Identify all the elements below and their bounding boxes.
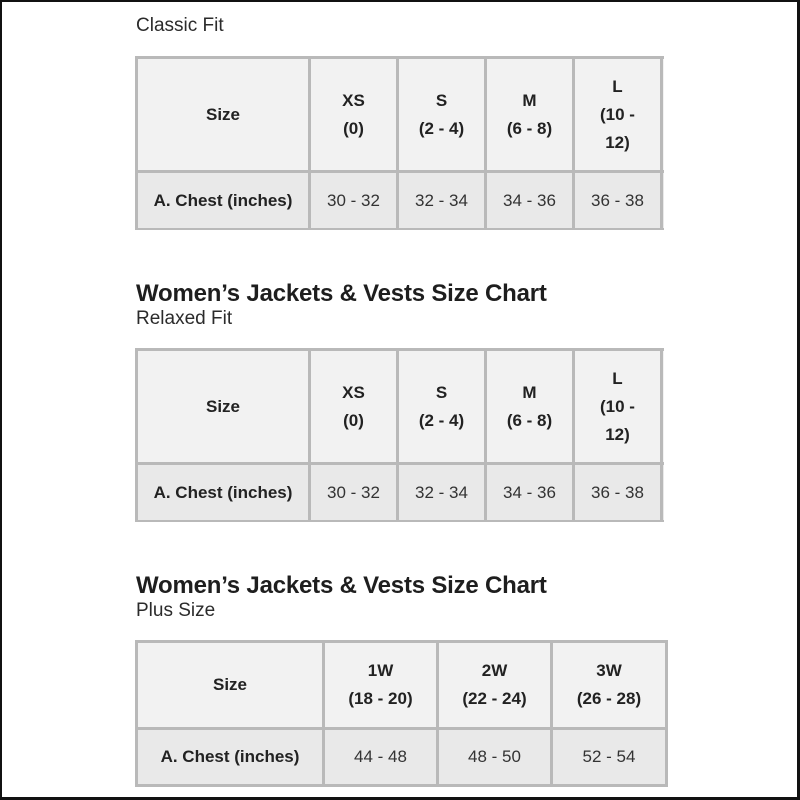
size-range: (0) [343,410,364,430]
table-row [137,729,667,786]
size-range: (0) [343,118,364,138]
section-subtitle-classic-fit: Classic Fit [136,15,224,36]
header-cell-m [486,350,574,464]
header-size-label: Size [137,350,310,464]
header-cell-2w [438,642,552,729]
size-range: (10 - [600,104,635,124]
header-cell-l [574,58,662,172]
size-range: (22 - 24) [462,689,527,708]
size-code: 2W [481,661,508,680]
value-cell: 30 - 32 [310,172,398,230]
value-cell: 48 - 50 [438,729,552,786]
section-subtitle-plus-size: Plus Size [136,600,216,621]
value-cell: 32 - 34 [398,464,486,522]
size-range-cont: 12) [605,424,630,444]
size-range: (10 - [600,396,635,416]
row-label-chest: A. Chest (inches) [137,172,310,230]
table-header-row [137,58,665,172]
size-range: (6 - 8) [506,118,553,138]
header-cell-cutoff [662,350,665,464]
size-code: XS [342,90,365,110]
value-cell: 36 - 38 [574,172,662,230]
header-cell-cutoff [662,58,665,172]
size-code: 1W [367,661,394,680]
header-cell-s [398,350,486,464]
size-code: L [612,76,623,96]
size-code: M [522,90,537,110]
size-code: 3W [596,661,622,680]
size-table-relaxed [135,348,664,522]
value-cell: 52 - 54 [552,729,667,786]
size-code: S [435,382,448,402]
size-range: (18 - 20) [348,689,413,708]
value-cell: 34 - 36 [486,464,574,522]
header-cell-1w [324,642,438,729]
row-label-chest: A. Chest (inches) [137,464,310,522]
header-size-label: Size [137,58,310,172]
size-code: XS [342,382,365,402]
section-title-plus: Women’s Jackets & Vests Size Chart [136,572,547,599]
section-title-relaxed: Women’s Jackets & Vests Size Chart [136,280,547,307]
value-cell-cutoff [662,464,665,522]
value-cell: 34 - 36 [486,172,574,230]
size-range: (26 - 28) [576,689,642,708]
size-code: S [435,90,448,110]
size-code: L [612,368,623,388]
size-range: (2 - 4) [418,410,465,430]
size-table-classic [135,56,664,230]
size-range-cont: 12) [605,132,630,152]
table-row [137,172,665,230]
header-cell-xs [310,350,398,464]
value-cell: 30 - 32 [310,464,398,522]
header-cell-m [486,58,574,172]
size-table-classic-wrapper [135,56,664,230]
size-range: (2 - 4) [418,118,465,138]
value-cell: 44 - 48 [324,729,438,786]
size-table-relaxed-wrapper [135,348,664,522]
table-header-row [137,350,665,464]
header-size-label: Size [137,642,324,729]
table-row [137,464,665,522]
value-cell: 36 - 38 [574,464,662,522]
table-header-row [137,642,667,729]
header-cell-3w [552,642,667,729]
header-cell-xs [310,58,398,172]
value-cell: 32 - 34 [398,172,486,230]
row-label-chest: A. Chest (inches) [137,729,324,786]
header-cell-l [574,350,662,464]
header-cell-s [398,58,486,172]
size-table-plus [135,640,668,787]
size-range: (6 - 8) [506,410,553,430]
value-cell-cutoff [662,172,665,230]
section-subtitle-relaxed-fit: Relaxed Fit [136,308,233,329]
size-code: M [522,382,537,402]
